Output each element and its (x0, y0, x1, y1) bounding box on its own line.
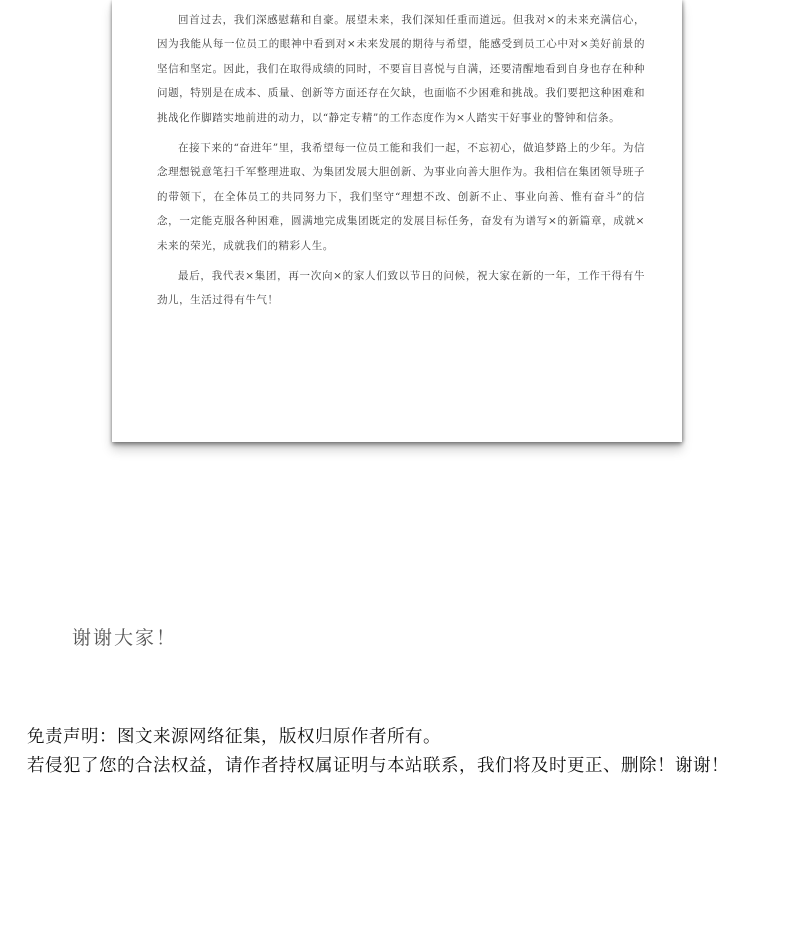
paragraph-new-year-hopes: 在接下来的“奋进年”里，我希望每一位员工能和我们一起，不忘初心，做追梦路上的少年。为信念理想锐意笔扫千军整理进取、为集团发展大胆创新、为事业向善大胆作为。我相信在集团领导班子的带领下，在全体员工的共同努力下，我们坚守“理想不改、创新不止、事业向善、惟有奋斗”的信念，一定能克服各种困难，圆满地完成集团既定的发展目标任务，奋发有为谱写×的新篇章，成就×未来的荣光，成就我们的精彩人生。 (157, 142, 645, 252)
paragraph-reflection: 回首过去，我们深感慰藉和自豪。展望未来，我们深知任重而道远。但我对×的未来充满信心，因为我能从每一位员工的眼神中看到对×未来发展的期待与希望，能感受到员工心中对×美好前景的坚信和坚定。因此，我们在取得成绩的同时，不要盲目喜悦与自满，还要清醒地看到自身也存在种种问题，特别是在成本、质量、创新等方面还存在欠缺，也面临不少困难和挑战。我们要把这种困难和挑战化作脚踏实地前进的动力，以“静定专精”的工作态度作为×人踏实干好事业的警钟和信条。 (157, 14, 645, 124)
disclaimer-line-2: 若侵犯了您的合法权益，请作者持权属证明与本站联系，我们将及时更正、删除！谢谢！ (27, 756, 729, 776)
disclaimer-line-1: 免责声明：图文来源网络征集，版权归原作者所有。 (27, 727, 441, 747)
thanks-text: 谢谢大家！ (72, 627, 178, 649)
document-body (157, 8, 645, 319)
disclaimer (27, 723, 787, 781)
paragraph-closing-greeting: 最后，我代表×集团，再一次向×的家人们致以节日的问候，祝大家在新的一年，工作干得有牛劲儿，生活过得有牛气！ (157, 270, 645, 307)
document-page (112, 0, 682, 442)
